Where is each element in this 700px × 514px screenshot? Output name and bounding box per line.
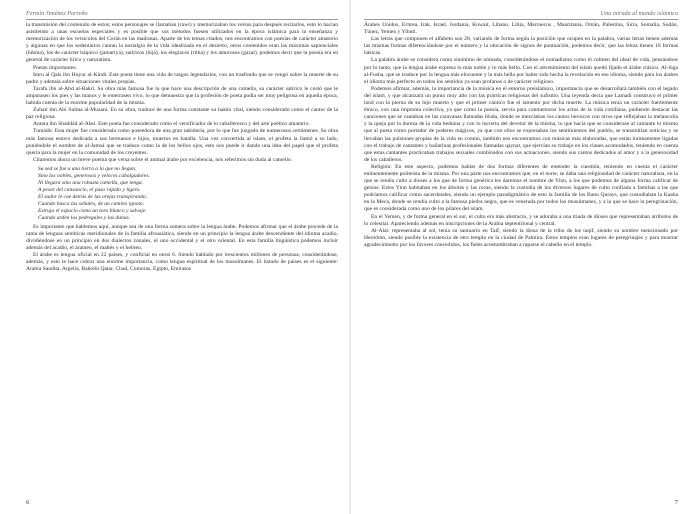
paragraph: Las letras que componen el alfabeto son 28, variando de forma según la posición que ocupen en la palabra, varias letras tienen además las mismas formas diferenciándose por el número y la ubicación de signos de puntuación, podemos decir, que las letras tienen 18 formas básicas. (364, 36, 678, 57)
paragraph: Tumádir. Esta mujer fue considerada como poseedora de una gran sabiduría, por lo que fue juzgado de numerosos certámenes. Su obra más famosa estuvo dedicada a sus hermanos e hijos, muertos en batalla. Una vez convertida al islam, el profeta la llamó a su lado, poniéndole el nombre de al-Jamsá que se traduce como la de los bellos ojos, esto nos puede ir dando una idea del papel que el profeta quería para la mujer en la comunidad de los creyentes. (26, 128, 338, 156)
paragraph: la transmisión del contenido de estos; estos personajes se llamaban (rawi) y memorizaban los versos para después recitarlos, esto lo hacían asistiendo a unas escuelas especiales y es posible que sus métodos fuesen utilizados en la época islámica para la enseñanza y memorización de los versículos del Corán en las madrasas. Aparte de los temas citados, nos encontramos con poesías de carácter amatorio y algunas en que los sedentarios cantan la nostalgia de la vida idealizada en el desierto, otros contenidos eran las máximas sapienciales (hikma), los de carácter báquico (jamariya), satíricos (hijá), los elegíacos (ritha) y los amorosos (gazal), podemos decir que la poesía era en general de carácter lírico y naturalista. (26, 22, 338, 64)
verse-line: El sudor le cae detrás de las orejas transpirando. (38, 193, 148, 200)
paragraph: Imru al Qais ibn Huyur al-Kindí. Este poeta tiene una vida de rasgos legendarios, con un trasfondo que se vengó sobre la muerte de su padre y además sobre situaciones vitales propias. (26, 71, 338, 85)
paragraph: Zuhair ibn Abi Sulma al-Muzani. En su obra, traduce de una forma constante su hastío vital, siendo considerado como el cantor de la paz religiosa. (26, 107, 338, 121)
paragraph: La palabra árabe se considera como sinónimo de nómada, considerándose el nomadismo como el culmen del ideal de vida, pensándose por lo tanto, que la lengua árabe expresa lo más noble y lo más bello. Con el advenimiento del islam quedó fijado el árabe clásico. Al-lúga al-Fusha, que se traduce por la lengua más elocuente y la más bella por haber sido hecha la revelación en ese idioma, siendo para los árabes el idioma más perfecto en todos los sentidos ya sean profanos o de carácter religioso. (364, 57, 678, 85)
right-body-text (364, 22, 678, 249)
verse-line: A pesar del cansancio, el paso rápido y ligero. (38, 186, 141, 193)
paragraph: Citaremos ahora un breve poema que versa sobre el animal árabe por excelencia, nos referimos sin duda al camello. (33, 156, 293, 163)
verse-line: Ni llegará sino una robusta camella, que tenga. (38, 179, 144, 186)
paragraph: Tarafa ibn al-Abd al-Bakri. Su obra más famosa fue la que hace una descripción de una camella, su carácter satírico le costó que le amputasen los pies y las manos y le enterrasen vivo, lo que demuestra que la profesión de poeta podía ser muy peligrosa en aquella época, habida cuenta de la enorme popularidad de la misma. (26, 85, 338, 107)
camel-poem (38, 166, 338, 222)
paragraph: En el Yemen, y de forma general en el sur, el culto era más abstracto, y se adoraba a una triada de dioses que representaban atributos de lo celestial. Apareciendo además en inscripciones de la Arabia septentrional y central. (364, 213, 678, 227)
verse-line: Su sed se fue a una tierra a la que no llegan. (38, 165, 137, 172)
paragraph: Al-Alat: representaba al sol, tenía su santuario en Taif, siendo la diosa de la tribu de los taqif, siendo su nombre mencionado por Heródoto, siendo posible la existencia de otro templo en la ciudad de Palmira. Estos templos eran lugares de peregrinajes y para mostrar agradecimiento por los favores concedidos, los fieles acostumbraban a raparse el cabello en el templo. (364, 227, 678, 248)
right-page (350, 0, 700, 514)
running-head-author: Fermín Jiménez Parreño (26, 10, 338, 22)
paragraph: Podemos afirmar, además, la importancia de la música en el entorno preislámico, importancia que se desarrollará también con el legado del islam, y que alcanzará un punto muy alto con las prácticas religiosas del sufismo. Una leyenda decía que Lamadi construyó el primer laúd con la pierna de su hijo muerto y que el primer cántico fue el lamento por dicha muerte. La música tenía un carácter fuertemente étnico, con una impronta colectiva, ya que como la poesía, servía para conmemorar los actos de la vida cotidiana, pudiendo destacar las canciones que se cantaban en las caravanas llamadas Huda, donde se mezclaban los cantos heroicos con otros que reflejaban la melancolía y la queja por la dureza de la vida beduina y con lo incierto del devenir de la misma, lo que hacía que se considerase al cantante lo mismo que al poeta como portador de poderes mágicos, ya que con ellos se expresaban los sentimientos del pueblo, se transmitían noticias y se llevaban las pulsiones propias de la vida en común, también nos encontramos con músicas más elaboradas, que están íntimamente ligadas con el trabajo de cantantes y bailarinas profesionales llamadas qaynat, que ejercían su trabajo en los clanes acomodados, teniendo en cuenta que estas cantantes practicaban trabajos sexuales combinados con sus actuaciones, siendo sus cantos dedicados al amor y a la generosidad de los caballeros. (364, 85, 678, 163)
verse-line: Cuando busca las señales, de un camino ignoto. (38, 200, 145, 207)
verse-line: Estruja el espacio como un toro blanco y salvaje. (38, 207, 147, 214)
paragraph: Antara ibn Shaddád al-Absi. Este poeta fue considerado como el versificador de lo caballeresco y del arte poético amatorio. (33, 121, 310, 128)
page-number-left: 6 (26, 499, 30, 506)
paragraph: Árabes Unidos, Eritrea, Irak, Israel, Jordania, Kuwait, Líbano, Libia, Marruecos , Mauritania, Omán, Palestina, Siria, Somalia, Sudán, Túnez, Yemen y Yibuti. (364, 22, 678, 36)
running-head-title: Una mirada al mundo islámico (364, 10, 678, 22)
paragraph: Poetas importantes: (33, 64, 77, 71)
paragraph: Religión: En este aspecto, podemos hablar de dos formas diferentes de entender la cuestión, teniendo en cuenta el carácter eminentemente politeísta de la misma. Por una parte nos encontramos que, en el norte, se daba una religiosidad de carácter naturalista, en la que se rendía culto a dioses a los que de forma genérica les daremos el nombre de Yinn, a los que podemos de alguna forma calificar de genios. Estos Yinn habitaban en los árboles y las rocas, siendo la custodia de los diversos lugares de culto confiada a familias a las que podríamos calificar como sacerdotales, siendo un ejemplo paradigmático de esto la familia de los Banu Qurays, que custodiaban la Kaaba en la Meca, donde se rendía culto a la famosa piedra negra, que es venerada por todos los musulmanes, y a la que se hace la peregrinación, que es considerada como uno de los pilares del islam. (364, 163, 678, 213)
verse-line: Cuando arden los pedregales y las dunas. (38, 214, 131, 221)
verse-line: Sino los nobles, generosos y veloces cabalgadores. (38, 172, 151, 179)
paragraph: El árabe es lengua oficial en 22 países, y cooficial en otros 6. Siendo hablado por trescientos millones de personas, considerándose, además, y esto le hace cobrar una enorme importancia, como lengua espiritual de los musulmanes. El listado de países es el siguiente: Arabia Saudita, Argelia, Bahréin Qatar, Chad, Comoras, Egipto, Emiratos (26, 252, 338, 273)
paragraph: Es importante que hablemos aquí, aunque sea de una forma somera sobre la lengua árabe. Podemos afirmar que el árabe procede de la rama de lenguas semíticas meridionales de la familia afroasiática, siendo en un principio la lengua árabe descendiente del idioma acadio, dividiéndose en un principio en dos dialectos zonales, el uno occidental y el otro oriental. En esta familia lingüística podemos incluir además del acadio, el arameo, el maltés y el hebreo. (26, 223, 338, 252)
page-number-right: 7 (674, 499, 678, 506)
left-body-text (26, 22, 338, 164)
left-body-text-continued (26, 224, 338, 274)
